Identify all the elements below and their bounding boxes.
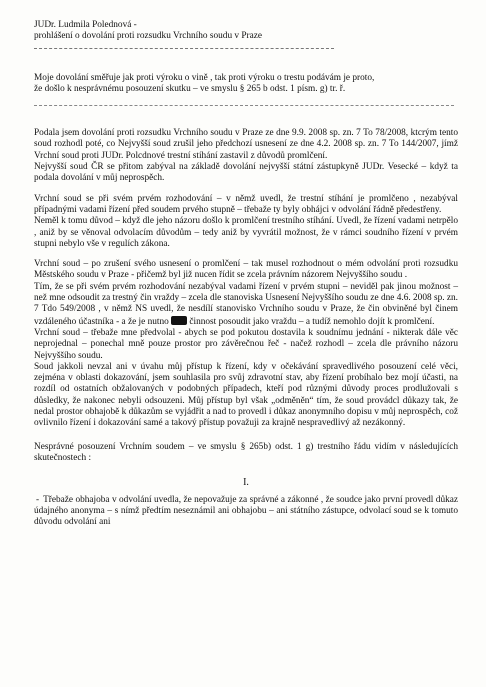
paragraph-high-court-first: Vrchní soud se při svém prvém rozhodování – v němž uvedl, že trestní stíhání je promlčeno , nezabýval případnými vadami řízení před soudem prvého stupně – třebaže ty byly obhájci v odvolání řádně předestřeny. — [34, 193, 458, 215]
intro-line-2: že došlo k nesprávnému posouzení skutku – ve smyslu § 265 b odst. 1 písm. g) tr. ř. — [34, 83, 346, 94]
author-name: JUDr. Ludmila Polednová - — [34, 20, 137, 30]
paragraph-no-other-option-text: Tím, že se při svém prvém rozhodování nezabýval vadami řízení v prvém stupni – neviděl pak jinou možnost – než mne odsoudit za trestný čin vraždy – zcela dle stanoviska Usnesení Nejvyššího soudu ze dne 4.6. 2008 sp. zn. 7 Tdo 549/2008 , v němž NS uvedl, že nesdílí stanovisko Vrchního soudu v Praze, že čin obviněné byl činem vzdáleného účastníka - a že je nutno — [34, 281, 458, 327]
paragraph-no-reason: Neměl k tomu důvod – když dle jeho názoru došlo k promlčení trestního stíhání. Uvedl, že řízení vadami netrpělo , aniž by se věnoval odvolacím důvodům – tedy aniž by vyvrátil možnost, že v rámci soudního řízení v prvém stupni nebylo vše v regulích zákona. — [34, 216, 458, 249]
paragraph-no-other-option-end: činnost posoudit jako vraždu – a tudíž nemohlo dojít k promlčení. — [189, 316, 435, 327]
list-item-text: Třebaže obhajoba v odvolání uvedla, že nepovažuje za správné a zákonné , že soudce jako první provedl důkaz údajného anonyma – s nímž předtím neseznámil ani obhajobu – ani státního zástupce, odvolací soud se k tomuto důvodu odvolání ani — [34, 494, 458, 528]
intro-line-1: Moje dovolání směřuje jak proti výroku o vině , tak proti výroku o trestu podávám je proto, — [34, 72, 375, 83]
paragraph-no-other-option — [34, 282, 458, 328]
document-header — [34, 20, 458, 43]
paragraph-supreme-court: Nejvyšší soud ČR se přitom zabýval na základě dovolání nejvyšší státní zástupkyně JUDr. Vesecké – když ta podala dovolání v můj neprospěch. — [34, 162, 458, 184]
bullet-dash: - — [36, 494, 40, 505]
intro-statement — [34, 73, 458, 96]
intro-divider — [34, 105, 454, 106]
paragraph-summoned: Vrchní soud – třebaže mne předvolal - abych se pod pokutou dostavila k soudnímu jednání - nikterak dále věc neprojednal – ponechal mně pouze prostor pro závěrečnou řeč - načež rozhodl – zcela dle právního názoru Nejvyššího soudu. — [34, 327, 458, 361]
header-divider — [34, 48, 334, 49]
section-number: I. — [243, 477, 249, 489]
document-title: prohlášení o dovolání proti rozsudku Vrchního soudu v Praze — [34, 31, 263, 42]
list-item — [34, 495, 458, 529]
paragraph-wrong-assessment: Nesprávné posouzení Vrchním soudem – ve smyslu § 265b) odst. 1 g) trestního řádu vidím v následujících skutečnostech : — [34, 441, 458, 463]
paragraph-approach-ignored: Soud jakkoli nevzal ani v úvahu můj přístup k řízení, kdy v očekávání spravedlivého posouzení celé věci, zejména v oblasti dokazování, jsem souhlasila pro svůj zdravotní stav, aby řízení probíhalo bez mojí účasti, na rozdíl od ostatních obžalovaných v podobných případech, kteří pod různými důvody proces prodlužovali s důsledky, že nakonec nebyli odsouzeni. Můj přístup byl však „odměněn“ tím, že soud provádcl důkazy tak, že nedal prostor obhajobě k důkazům se vyjádřit a nad to provedl i důkaz anonymního dopisu v můj neprospěch, což ovlivnilo řízení i dokazování samé a takový přístup považuji za krajně nespravedlivý až nezákonný. — [34, 361, 458, 429]
ink-blot — [171, 316, 187, 325]
paragraph-high-court-second: Vrchní soud – po zrušení svého usnesení o promlčení – tak musel rozhodnout o mém odvolání proti rozsudku Městského soudu v Praze - přičemž byl již nucen řídit se zcela právním názorem Nejvyššího soudu . — [34, 259, 458, 281]
paragraph-appeal-filed: Podala jsem dovolání proti rozsudku Vrchního soudu v Praze ze dne 9.9. 2008 sp. zn. 7 To 78/2008, ktcrým tento soud rozhodl poté, co Nejvyšší soud zrušil jeho předchozí usnesení ze dne 4.2. 2008 sp. zn. 7 To 144/2007, jímž Vrchní soud proti JUDr. Polcdnové trestní stíhání zastavil z důvodů promlčení. — [34, 128, 458, 161]
